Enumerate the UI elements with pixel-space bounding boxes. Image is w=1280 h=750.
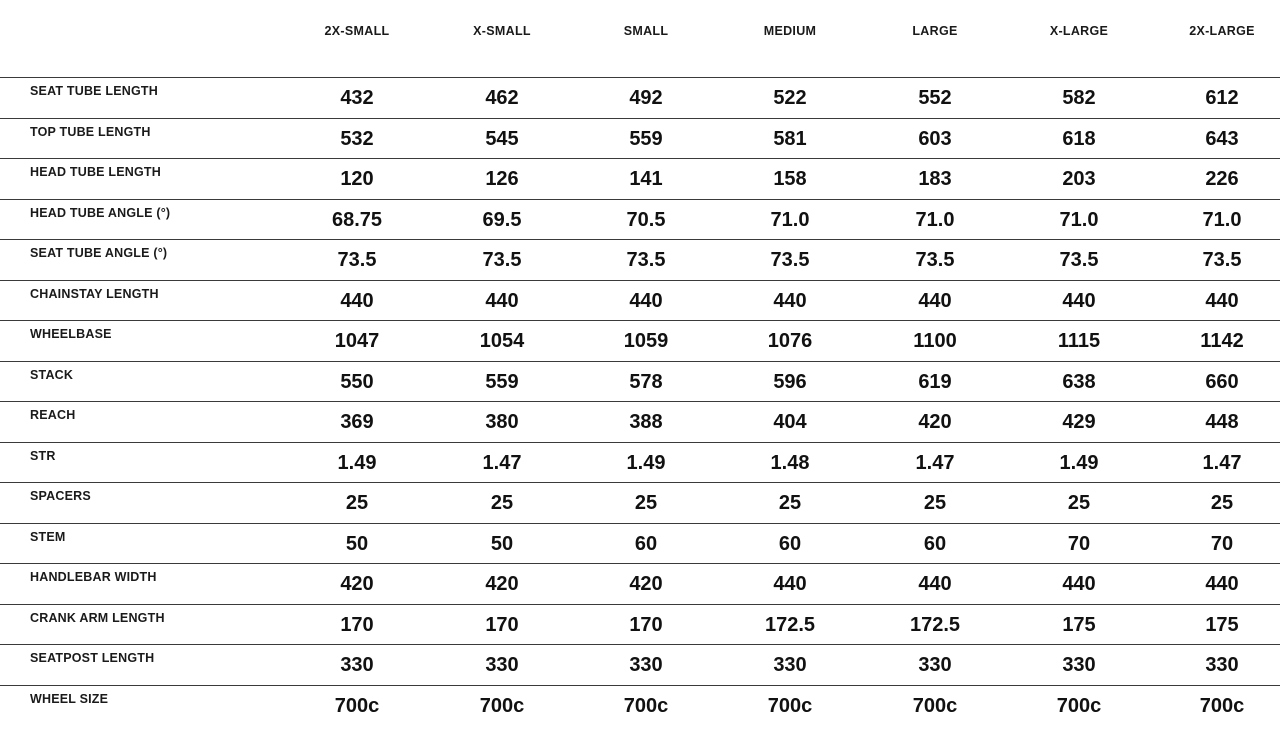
column-header-large: LARGE (912, 24, 958, 38)
row-label: HANDLEBAR WIDTH (30, 570, 157, 584)
table-cell: 60 (923, 532, 947, 555)
table-cell: 158 (773, 168, 807, 190)
table-cell: 404 (773, 411, 807, 433)
row-label: STR (30, 448, 56, 463)
column-header-2x-large: 2X-LARGE (1189, 24, 1255, 38)
table-cell: 1054 (479, 330, 525, 352)
table-cell: 71.0 (915, 208, 955, 231)
table-cell: 1.48 (770, 451, 810, 474)
row-label: TOP TUBE LENGTH (30, 124, 151, 139)
table-cell: 50 (345, 532, 369, 555)
table-row (0, 78, 1280, 119)
table-cell: 1115 (1057, 330, 1101, 352)
table-cell: 582 (1062, 87, 1096, 109)
table-cell: 440 (340, 289, 374, 312)
table-cell: 700c (1199, 694, 1245, 717)
table-cell: 532 (340, 127, 374, 150)
table-row (0, 443, 1280, 484)
table-cell: 420 (629, 573, 663, 595)
table-cell: 700c (479, 694, 525, 717)
table-cell: 1.47 (915, 451, 955, 474)
table-cell: 1.49 (626, 451, 666, 474)
table-row (0, 119, 1280, 160)
row-label: SEAT TUBE ANGLE (°) (30, 246, 168, 260)
table-cell: 330 (340, 654, 374, 676)
table-cell: 700c (767, 694, 813, 717)
table-cell: 25 (1210, 492, 1234, 514)
table-cell: 73.5 (482, 249, 522, 271)
table-cell: 1.47 (1202, 451, 1242, 474)
table-cell: 1076 (767, 330, 813, 352)
row-label: CHAINSTAY LENGTH (30, 286, 159, 301)
table-cell: 1.49 (1059, 451, 1099, 474)
table-cell: 440 (1205, 289, 1239, 312)
table-row (0, 483, 1280, 524)
table-cell: 581 (773, 127, 807, 150)
table-cell: 462 (485, 87, 519, 109)
table-cell: 369 (340, 411, 374, 433)
table-cell: 1.47 (482, 451, 522, 474)
table-cell: 700c (1056, 694, 1102, 717)
table-cell: 440 (1205, 573, 1239, 595)
table-cell: 559 (485, 370, 519, 393)
table-cell: 330 (918, 654, 952, 676)
table-cell: 1.49 (337, 451, 377, 474)
table-row (0, 524, 1280, 565)
table-cell: 612 (1205, 87, 1239, 109)
table-cell: 545 (485, 127, 519, 150)
table-cell: 60 (778, 532, 802, 555)
row-label: STEM (30, 529, 66, 544)
column-header-2x-small: 2X-SMALL (324, 24, 390, 38)
table-cell: 226 (1205, 168, 1239, 190)
row-label: WHEELBASE (30, 327, 112, 341)
table-cell: 203 (1062, 168, 1096, 190)
table-cell: 448 (1205, 411, 1239, 433)
table-cell: 25 (634, 492, 658, 514)
table-cell: 522 (773, 87, 807, 109)
table-cell: 380 (485, 411, 519, 433)
table-cell: 70 (1210, 532, 1234, 555)
table-cell: 596 (773, 370, 807, 393)
row-label: SPACERS (30, 489, 91, 503)
table-cell: 440 (773, 573, 807, 595)
table-cell: 603 (918, 127, 952, 150)
table-cell: 700c (912, 694, 958, 717)
table-cell: 550 (340, 370, 374, 393)
table-cell: 172.5 (764, 613, 816, 636)
table-cell: 700c (334, 694, 380, 717)
row-label: WHEEL SIZE (30, 691, 109, 706)
table-cell: 420 (918, 411, 952, 433)
table-cell: 660 (1205, 370, 1239, 393)
table-cell: 172.5 (909, 613, 961, 636)
table-cell: 71.0 (770, 208, 810, 231)
table-cell: 1047 (334, 330, 380, 352)
table-cell: 1059 (623, 330, 669, 352)
row-label: SEATPOST LENGTH (30, 651, 155, 665)
table-row (0, 402, 1280, 443)
table-cell: 175 (1205, 613, 1239, 636)
column-header-x-large: X-LARGE (1049, 24, 1109, 38)
table-cell: 643 (1205, 127, 1239, 150)
table-cell: 50 (490, 532, 514, 555)
table-cell: 60 (634, 532, 658, 555)
table-cell: 25 (778, 492, 802, 514)
table-cell: 440 (629, 289, 663, 312)
table-cell: 69.5 (482, 208, 522, 231)
table-cell: 638 (1062, 370, 1096, 393)
table-cell: 492 (629, 87, 663, 109)
column-header-medium: MEDIUM (763, 24, 817, 38)
row-label: STACK (30, 367, 74, 382)
table-cell: 618 (1062, 127, 1096, 150)
table-cell: 120 (340, 168, 374, 190)
table-row (0, 240, 1280, 281)
table-cell: 440 (1062, 573, 1096, 595)
table-cell: 71.0 (1202, 208, 1242, 231)
table-cell: 420 (340, 573, 374, 595)
table-row (0, 200, 1280, 241)
table-cell: 330 (773, 654, 807, 676)
table-cell: 700c (623, 694, 669, 717)
table-cell: 432 (340, 87, 374, 109)
column-header-x-small: X-SMALL (473, 24, 531, 38)
table-cell: 440 (1062, 289, 1096, 312)
column-header-small: SMALL (623, 24, 669, 38)
table-cell: 420 (485, 573, 519, 595)
row-label: CRANK ARM LENGTH (30, 610, 165, 625)
table-cell: 440 (918, 289, 952, 312)
table-cell: 73.5 (1059, 249, 1099, 271)
row-label: HEAD TUBE LENGTH (30, 165, 161, 179)
table-cell: 73.5 (770, 249, 810, 271)
table-cell: 330 (1062, 654, 1096, 676)
row-label: SEAT TUBE LENGTH (30, 84, 158, 98)
table-cell: 73.5 (1202, 249, 1242, 271)
table-cell: 141 (629, 168, 663, 190)
table-cell: 330 (1205, 654, 1239, 676)
table-cell: 25 (345, 492, 369, 514)
table-header-row (0, 0, 1280, 78)
table-cell: 170 (485, 613, 519, 636)
table-cell: 73.5 (626, 249, 666, 271)
table-row (0, 564, 1280, 605)
table-cell: 25 (1067, 492, 1091, 514)
table-cell: 1142 (1200, 330, 1244, 352)
table-row (0, 281, 1280, 322)
table-cell: 70 (1067, 532, 1091, 555)
table-cell: 578 (629, 370, 663, 393)
table-cell: 440 (918, 573, 952, 595)
table-cell: 619 (918, 370, 952, 393)
table-row (0, 686, 1280, 727)
table-cell: 440 (485, 289, 519, 312)
table-cell: 73.5 (337, 249, 377, 271)
table-cell: 1100 (913, 330, 957, 352)
table-cell: 429 (1062, 411, 1096, 433)
table-cell: 440 (773, 289, 807, 312)
table-cell: 25 (923, 492, 947, 514)
table-cell: 73.5 (915, 249, 955, 271)
table-row (0, 362, 1280, 403)
table-row (0, 605, 1280, 646)
table-row (0, 321, 1280, 362)
table-row (0, 645, 1280, 686)
row-label: HEAD TUBE ANGLE (°) (30, 205, 171, 220)
table-cell: 330 (485, 654, 519, 676)
table-cell: 175 (1062, 613, 1096, 636)
table-cell: 170 (629, 613, 663, 636)
table-cell: 388 (629, 411, 663, 433)
table-cell: 552 (918, 87, 952, 109)
table-row (0, 159, 1280, 200)
row-label: REACH (30, 408, 76, 422)
table-cell: 68.75 (331, 208, 383, 231)
table-cell: 126 (485, 168, 519, 190)
table-cell: 559 (629, 127, 663, 150)
table-cell: 71.0 (1059, 208, 1099, 231)
table-cell: 70.5 (626, 208, 666, 231)
table-cell: 183 (918, 168, 952, 190)
table-cell: 25 (490, 492, 514, 514)
table-cell: 330 (629, 654, 663, 676)
table-cell: 170 (340, 613, 374, 636)
